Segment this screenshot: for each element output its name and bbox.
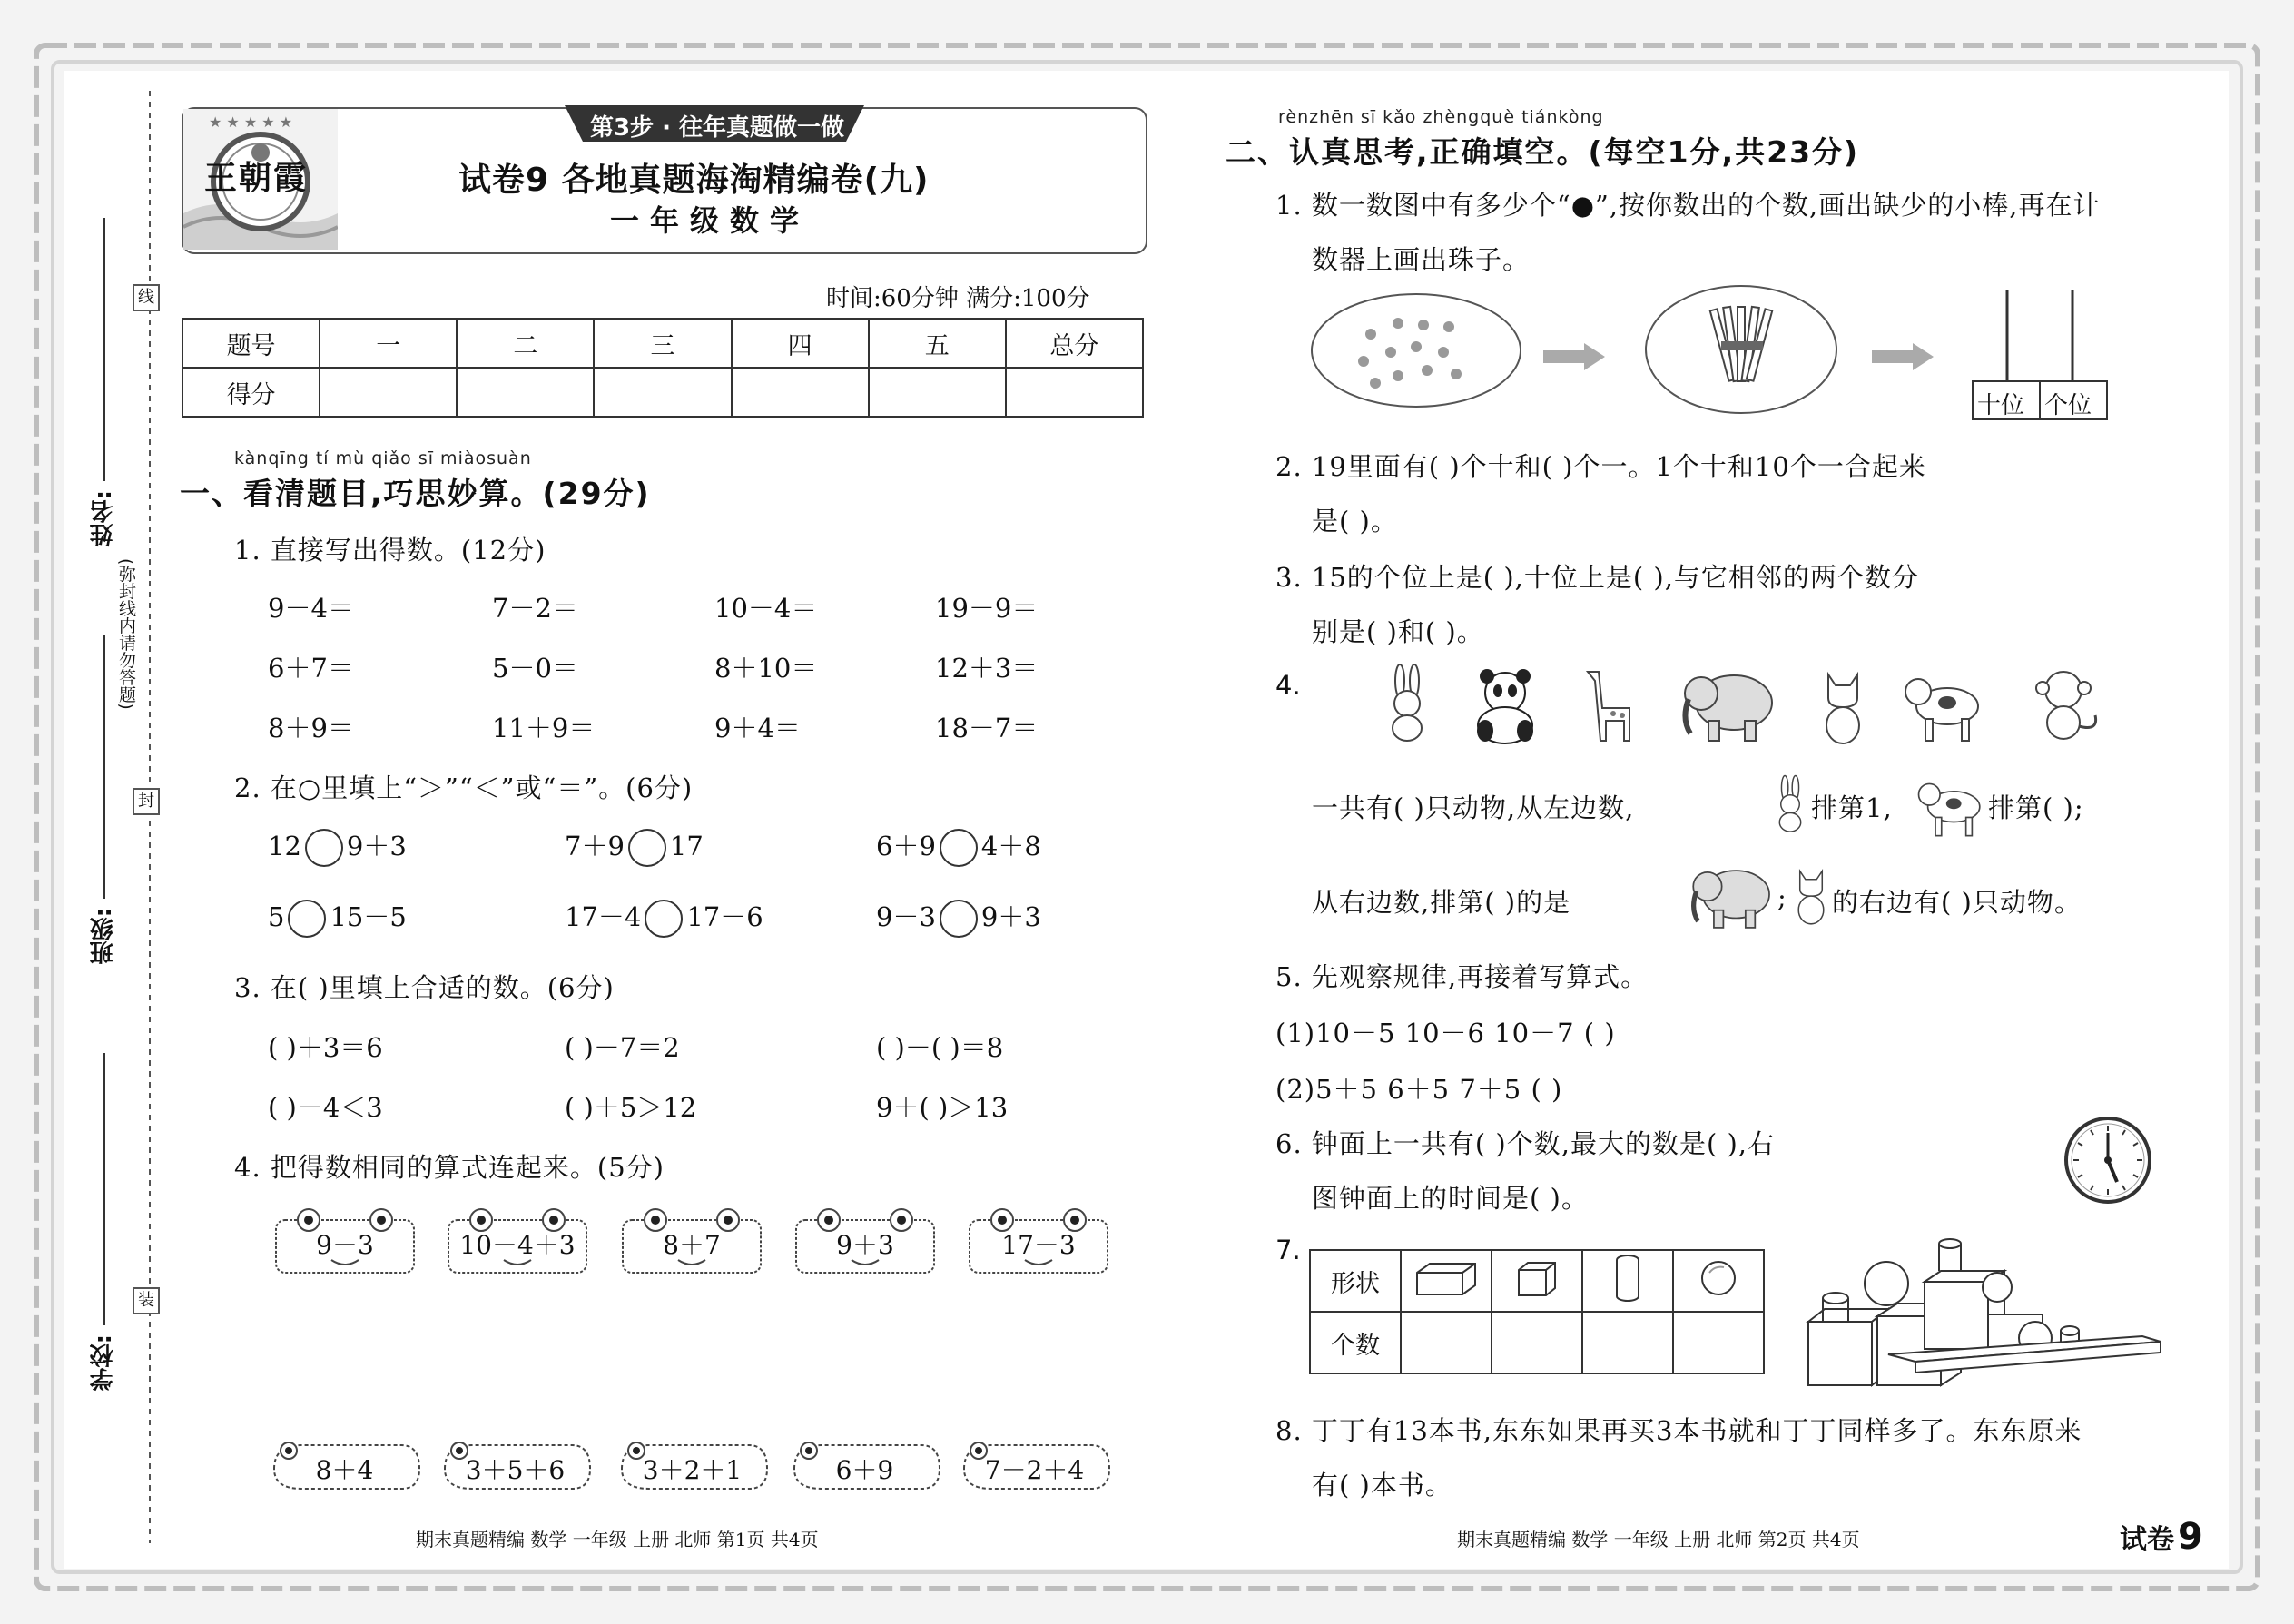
cat-icon bbox=[1790, 862, 1832, 928]
s1-q1-expr: 12＋3＝ bbox=[935, 653, 1039, 684]
s2-q3-line2[interactable]: 别是( )和( )。 bbox=[1312, 616, 1484, 647]
s2-q6-line1[interactable]: 6. 钟面上一共有( )个数,最大的数是( ),右 bbox=[1275, 1128, 1776, 1159]
elephant-icon bbox=[1689, 861, 1776, 931]
shape-row-label: 形状 bbox=[1310, 1250, 1401, 1312]
paper-subtitle: 一年级数学 bbox=[610, 203, 811, 238]
shape-count-table bbox=[1309, 1249, 1765, 1374]
cat-icon bbox=[1816, 667, 1870, 748]
abacus-tens: 十位 bbox=[1977, 392, 2025, 419]
frog-card-text: 10－4＋3 bbox=[459, 1230, 576, 1260]
caterpillar-card-text: 6＋9 bbox=[835, 1455, 894, 1485]
s2-q7-num: 7. bbox=[1275, 1235, 1301, 1265]
score-cell[interactable] bbox=[320, 368, 457, 417]
section1-title: 一、看清题目,巧思妙算。(29分) bbox=[180, 476, 651, 511]
score-header-cell: 五 bbox=[869, 319, 1006, 368]
compare-right: 17 bbox=[669, 831, 704, 861]
score-cell[interactable] bbox=[457, 368, 594, 417]
compare-circle[interactable] bbox=[940, 829, 978, 867]
s1-q1-expr: 10－4＝ bbox=[714, 593, 818, 624]
s1-q3-label: 3. 在( )里填上合适的数。(6分) bbox=[234, 972, 615, 1003]
cuboid-icon bbox=[1401, 1250, 1492, 1312]
s2-q1-line2: 数器上画出珠子。 bbox=[1312, 244, 1531, 275]
class-blank[interactable] bbox=[102, 635, 107, 899]
compare-left: 7＋9 bbox=[565, 831, 625, 861]
fill-expr[interactable]: ( )－7＝2 bbox=[565, 1032, 680, 1063]
s2-q4-line1c[interactable]: 排第( ); bbox=[1988, 792, 2084, 823]
s1-q1-expr: 19－9＝ bbox=[935, 593, 1039, 624]
score-header-cell: 三 bbox=[594, 319, 731, 368]
time-info: 时间:60分钟 满分:100分 bbox=[826, 285, 1090, 312]
frog-card-text: 17－3 bbox=[1001, 1230, 1076, 1260]
compare-item bbox=[876, 897, 1041, 938]
arrow-icon bbox=[1543, 343, 1607, 370]
school-blank[interactable] bbox=[102, 1053, 107, 1325]
caterpillar-card-text: 3＋2＋1 bbox=[642, 1455, 743, 1485]
brand-name: 王朝霞 bbox=[204, 160, 309, 197]
count-cell[interactable] bbox=[1401, 1312, 1492, 1373]
fill-expr[interactable]: 9＋( )＞13 bbox=[876, 1092, 1009, 1123]
s2-q2-line1[interactable]: 2. 19里面有( )个十和( )个一。1个十和10个一合起来 bbox=[1275, 451, 1926, 482]
compare-item bbox=[268, 826, 407, 867]
abacus-ones: 个位 bbox=[2044, 392, 2092, 419]
panda-icon bbox=[1469, 667, 1541, 748]
compare-right: 9＋3 bbox=[346, 831, 407, 861]
clock-icon bbox=[2063, 1115, 2153, 1206]
frog-card[interactable] bbox=[445, 1207, 590, 1269]
score-header-cell: 题号 bbox=[182, 319, 320, 368]
sphere-icon bbox=[1673, 1250, 1764, 1312]
count-cell[interactable] bbox=[1492, 1312, 1582, 1373]
section2-pinyin: rènzhēn sī kǎo zhèngquè tiánkòng bbox=[1278, 107, 1604, 127]
paper-label-text: 试卷 bbox=[2120, 1524, 2174, 1556]
s2-q8-line1: 8. 丁丁有13本书,东东如果再买3本书就和丁丁同样多了。东东原来 bbox=[1275, 1415, 2082, 1446]
s2-q5-label: 5. 先观察规律,再接着写算式。 bbox=[1275, 961, 1649, 992]
arrow-icon bbox=[1872, 343, 1935, 370]
compare-right: 17－6 bbox=[686, 901, 763, 932]
score-table bbox=[182, 318, 1144, 418]
fill-expr[interactable]: ( )＋3＝6 bbox=[268, 1032, 383, 1063]
score-cell[interactable] bbox=[732, 368, 869, 417]
s2-q3-line1[interactable]: 3. 15的个位上是( ),十位上是( ),与它相邻的两个数分 bbox=[1275, 562, 1919, 593]
s2-q5-row1[interactable]: (1)10－5 10－6 10－7 ( ) bbox=[1275, 1018, 1616, 1048]
count-row-label: 个数 bbox=[1310, 1312, 1401, 1373]
s1-q1-expr: 7－2＝ bbox=[492, 593, 578, 624]
seal-mark: 封 bbox=[133, 788, 160, 815]
s1-q4-label: 4. 把得数相同的算式连起来。(5分) bbox=[234, 1152, 665, 1183]
shapes-figure bbox=[1797, 1231, 2179, 1394]
score-header-cell: 四 bbox=[732, 319, 869, 368]
section2-title: 二、认真思考,正确填空。(每空1分,共23分) bbox=[1226, 134, 1860, 170]
section1-pinyin: kànqīng tí mù qiǎo sī miàosuàn bbox=[234, 448, 532, 468]
caterpillar-card[interactable] bbox=[613, 1432, 772, 1496]
compare-left: 12 bbox=[268, 831, 301, 861]
frog-card[interactable] bbox=[793, 1207, 938, 1269]
frog-card-text: 9－3 bbox=[316, 1230, 374, 1260]
dots-oval bbox=[1307, 289, 1525, 412]
s1-q1-expr: 9＋4＝ bbox=[714, 713, 801, 743]
compare-item bbox=[268, 897, 407, 938]
compare-right: 9＋3 bbox=[980, 901, 1041, 932]
binding-notice: (弥封线内请勿答题) bbox=[116, 558, 136, 710]
compare-left: 17－4 bbox=[565, 901, 642, 932]
class-label: 班级: bbox=[90, 908, 117, 965]
compare-left: 5 bbox=[268, 901, 285, 932]
s1-q1-expr: 8＋10＝ bbox=[714, 653, 818, 684]
frog-card[interactable] bbox=[272, 1207, 418, 1269]
frog-card[interactable] bbox=[619, 1207, 764, 1269]
score-header-row bbox=[182, 319, 1143, 368]
cube-icon bbox=[1492, 1250, 1582, 1312]
score-cell[interactable] bbox=[594, 368, 731, 417]
cow-icon bbox=[1902, 664, 1984, 748]
s1-q1-expr: 18－7＝ bbox=[935, 713, 1039, 743]
fill-expr[interactable]: ( )－( )＝8 bbox=[876, 1032, 1004, 1063]
footer-left: 期末真题精编 数学 一年级 上册 北师 第1页 共4页 bbox=[416, 1529, 819, 1550]
frog-card-text: 9＋3 bbox=[836, 1230, 894, 1260]
sticks-oval bbox=[1641, 281, 1841, 418]
s1-q1-label: 1. 直接写出得数。(12分) bbox=[234, 535, 546, 566]
compare-item bbox=[876, 826, 1041, 867]
compare-item bbox=[565, 897, 763, 938]
svg-text:★ ★ ★ ★ ★: ★ ★ ★ ★ ★ bbox=[209, 113, 293, 131]
s2-q5-row2[interactable]: (2)5＋5 6＋5 7＋5 ( ) bbox=[1275, 1074, 1563, 1105]
s2-q4-line2c[interactable]: 的右边有( )只动物。 bbox=[1832, 887, 2082, 918]
paper-title: 试卷9 各地真题海淘精编卷(九) bbox=[458, 162, 930, 199]
fill-expr[interactable]: ( )＋5＞12 bbox=[565, 1092, 697, 1123]
s2-q8-line2[interactable]: 有( )本书。 bbox=[1312, 1470, 1452, 1501]
rabbit-icon bbox=[1380, 663, 1407, 744]
score-header-cell: 总分 bbox=[1006, 319, 1143, 368]
step-label: 第3步 · 往年真题做一做 bbox=[589, 114, 845, 142]
score-cell[interactable] bbox=[869, 368, 1006, 417]
compare-right: 15－5 bbox=[330, 901, 407, 932]
s2-q1-line1: 1. 数一数图中有多少个“●”,按你数出的个数,画出缺少的小棒,再在计 bbox=[1275, 190, 2101, 221]
school-label: 学校: bbox=[90, 1334, 117, 1392]
giraffe-icon bbox=[1575, 663, 1639, 748]
cylinder-icon bbox=[1582, 1250, 1673, 1312]
frog-card[interactable] bbox=[966, 1207, 1111, 1269]
count-cell[interactable] bbox=[1582, 1312, 1673, 1373]
s2-q4-line1a[interactable]: 一共有( )只动物,从左边数, bbox=[1312, 792, 1635, 823]
s2-q4-line2a[interactable]: 从右边数,排第( )的是 bbox=[1312, 887, 1571, 918]
line-mark: 线 bbox=[133, 284, 160, 311]
s1-q2-label: 2. 在○里填上“＞”“＜”或“＝”。(6分) bbox=[234, 773, 694, 803]
count-cell[interactable] bbox=[1673, 1312, 1764, 1373]
caterpillar-card[interactable] bbox=[955, 1432, 1114, 1496]
s2-q6-line2[interactable]: 图钟面上的时间是( )。 bbox=[1312, 1183, 1589, 1214]
compare-circle[interactable] bbox=[628, 829, 666, 867]
s1-q1-expr: 9－4＝ bbox=[268, 593, 354, 624]
footer-right: 期末真题精编 数学 一年级 上册 北师 第2页 共4页 bbox=[1457, 1529, 1860, 1550]
fill-expr[interactable]: ( )－4＜3 bbox=[268, 1092, 383, 1123]
rabbit-icon bbox=[1770, 770, 1810, 839]
s2-q4-line1b: 排第1, bbox=[1811, 792, 1893, 823]
s1-q1-expr: 11＋9＝ bbox=[492, 713, 596, 743]
paper-number: 9 bbox=[2178, 1516, 2203, 1558]
s2-q2-line2[interactable]: 是( )。 bbox=[1312, 506, 1398, 536]
name-label: 姓名: bbox=[90, 490, 117, 547]
score-header-cell: 一 bbox=[320, 319, 457, 368]
compare-circle[interactable] bbox=[645, 900, 683, 938]
monkey-icon bbox=[2023, 664, 2104, 748]
elephant-icon bbox=[1679, 664, 1779, 748]
compare-left: 6＋9 bbox=[876, 831, 936, 861]
caterpillar-card-text: 8＋4 bbox=[315, 1455, 374, 1485]
compare-circle[interactable] bbox=[305, 829, 343, 867]
s2-q4-line2b: ; bbox=[1777, 882, 1787, 913]
score-header-cell: 二 bbox=[457, 319, 594, 368]
paper-label bbox=[2120, 1516, 2203, 1558]
name-blank[interactable] bbox=[102, 218, 107, 481]
shape-row bbox=[1310, 1250, 1764, 1312]
count-row bbox=[1310, 1312, 1764, 1373]
caterpillar-card[interactable] bbox=[265, 1432, 424, 1496]
compare-item bbox=[565, 826, 704, 867]
stitch-mark: 装 bbox=[133, 1287, 160, 1314]
s1-q1-expr: 5－0＝ bbox=[492, 653, 578, 684]
compare-circle[interactable] bbox=[288, 900, 326, 938]
cow-icon bbox=[1915, 772, 1984, 839]
compare-right: 4＋8 bbox=[980, 831, 1041, 861]
caterpillar-card-text: 3＋5＋6 bbox=[465, 1455, 566, 1485]
s2-q4-num: 4. bbox=[1275, 670, 1301, 701]
score-cell[interactable] bbox=[1006, 368, 1143, 417]
caterpillar-card-text: 7－2＋4 bbox=[984, 1455, 1085, 1485]
score-row bbox=[182, 368, 1143, 417]
compare-left: 9－3 bbox=[876, 901, 936, 932]
compare-circle[interactable] bbox=[940, 900, 978, 938]
score-row-label: 得分 bbox=[182, 368, 320, 417]
caterpillar-card[interactable] bbox=[785, 1432, 944, 1496]
caterpillar-card[interactable] bbox=[436, 1432, 595, 1496]
s1-q1-expr: 8＋9＝ bbox=[268, 713, 354, 743]
s1-q1-expr: 6＋7＝ bbox=[268, 653, 354, 684]
frog-card-text: 8＋7 bbox=[663, 1230, 721, 1260]
